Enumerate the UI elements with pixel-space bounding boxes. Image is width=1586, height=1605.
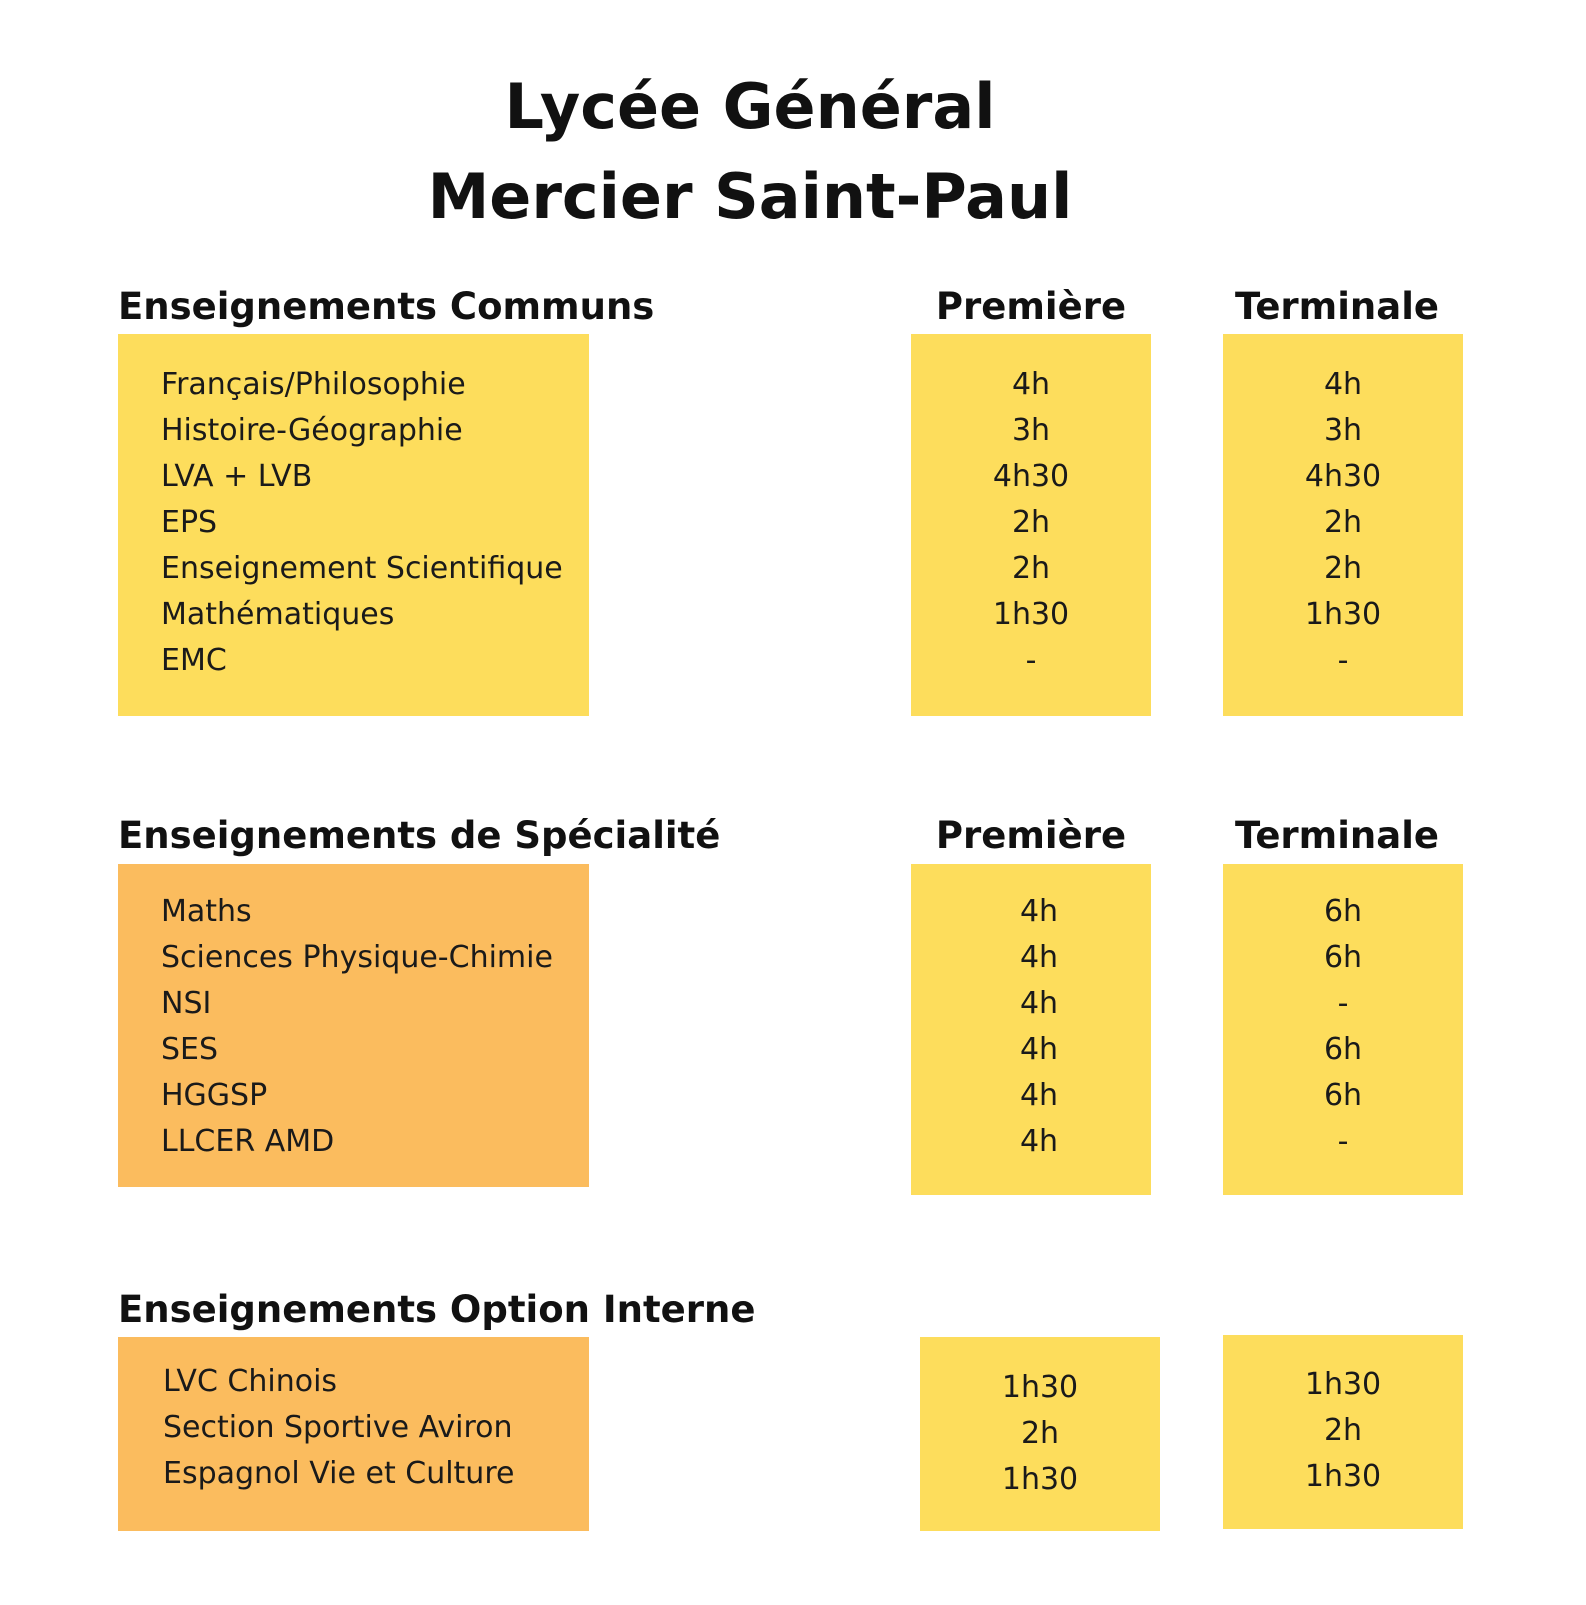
hours-value: 4h30 bbox=[992, 459, 1070, 494]
subjects-box-specialite bbox=[118, 864, 589, 1187]
section-heading-option-interne: Enseignements Option Interne bbox=[118, 1288, 756, 1331]
hours-value: 2h bbox=[1020, 1416, 1060, 1451]
terminale-hours-box-communs bbox=[1223, 334, 1463, 716]
subject-label: Histoire-Géographie bbox=[161, 413, 463, 448]
hours-value: 6h bbox=[1323, 1078, 1363, 1113]
hours-value: 4h bbox=[1019, 894, 1059, 929]
hours-value: 2h bbox=[1011, 551, 1051, 586]
subject-label: HGGSP bbox=[161, 1078, 268, 1113]
hours-value: - bbox=[1025, 643, 1037, 678]
subject-label: EMC bbox=[161, 643, 227, 678]
subject-label: EPS bbox=[161, 505, 218, 540]
hours-value: 3h bbox=[1323, 413, 1363, 448]
hours-value: 1h30 bbox=[992, 597, 1070, 632]
subject-label: LVC Chinois bbox=[163, 1364, 338, 1399]
subject-label: LLCER AMD bbox=[161, 1124, 335, 1159]
section-heading-specialite: Enseignements de Spécialité bbox=[118, 814, 721, 857]
hours-value: - bbox=[1337, 1124, 1349, 1159]
hours-value: 4h bbox=[1019, 986, 1059, 1021]
hours-value: 3h bbox=[1011, 413, 1051, 448]
hours-value: 4h bbox=[1011, 367, 1051, 402]
subjects-box-communs bbox=[118, 334, 589, 716]
subject-label: Maths bbox=[161, 894, 252, 929]
hours-value: - bbox=[1337, 986, 1349, 1021]
hours-value: 4h bbox=[1019, 940, 1059, 975]
subject-label: Section Sportive Aviron bbox=[163, 1410, 513, 1445]
subject-label: SES bbox=[161, 1032, 219, 1067]
premiere-hours-box-specialite bbox=[911, 864, 1151, 1195]
subject-label: Enseignement Scientifique bbox=[161, 551, 563, 586]
hours-value: 1h30 bbox=[1304, 597, 1382, 632]
terminale-hours-box-specialite bbox=[1223, 864, 1463, 1195]
column-heading-terminale: Terminale bbox=[1235, 285, 1439, 328]
subject-label: Sciences Physique-Chimie bbox=[161, 940, 553, 975]
page-title-line2: Mercier Saint-Paul bbox=[427, 160, 1073, 233]
subjects-box-option-interne bbox=[118, 1337, 589, 1531]
hours-value: 1h30 bbox=[1001, 1462, 1079, 1497]
premiere-hours-box-option-interne bbox=[920, 1337, 1160, 1531]
hours-value: 6h bbox=[1323, 894, 1363, 929]
hours-value: 4h30 bbox=[1304, 459, 1382, 494]
terminale-hours-box-option-interne bbox=[1223, 1335, 1463, 1529]
hours-value: 2h bbox=[1323, 505, 1363, 540]
column-heading-terminale: Terminale bbox=[1235, 814, 1439, 857]
hours-value: 2h bbox=[1323, 551, 1363, 586]
subject-label: Français/Philosophie bbox=[161, 367, 466, 402]
column-heading-premiere: Première bbox=[935, 285, 1127, 328]
hours-value: 2h bbox=[1323, 1413, 1363, 1448]
column-heading-premiere: Première bbox=[935, 814, 1127, 857]
subject-label: LVA + LVB bbox=[161, 459, 313, 494]
hours-value: 1h30 bbox=[1304, 1459, 1382, 1494]
hours-value: 1h30 bbox=[1001, 1370, 1079, 1405]
hours-value: 4h bbox=[1019, 1032, 1059, 1067]
hours-value: 4h bbox=[1019, 1124, 1059, 1159]
hours-value: 4h bbox=[1019, 1078, 1059, 1113]
section-heading-communs: Enseignements Communs bbox=[118, 285, 655, 328]
subject-label: NSI bbox=[161, 986, 212, 1021]
hours-value: 2h bbox=[1011, 505, 1051, 540]
page-title-line1: Lycée Général bbox=[504, 70, 996, 143]
hours-value: 1h30 bbox=[1304, 1367, 1382, 1402]
hours-value: 4h bbox=[1323, 367, 1363, 402]
subject-label: Espagnol Vie et Culture bbox=[163, 1456, 515, 1491]
hours-value: 6h bbox=[1323, 940, 1363, 975]
hours-value: 6h bbox=[1323, 1032, 1363, 1067]
hours-value: - bbox=[1337, 643, 1349, 678]
premiere-hours-box-communs bbox=[911, 334, 1151, 716]
subject-label: Mathématiques bbox=[161, 597, 395, 632]
